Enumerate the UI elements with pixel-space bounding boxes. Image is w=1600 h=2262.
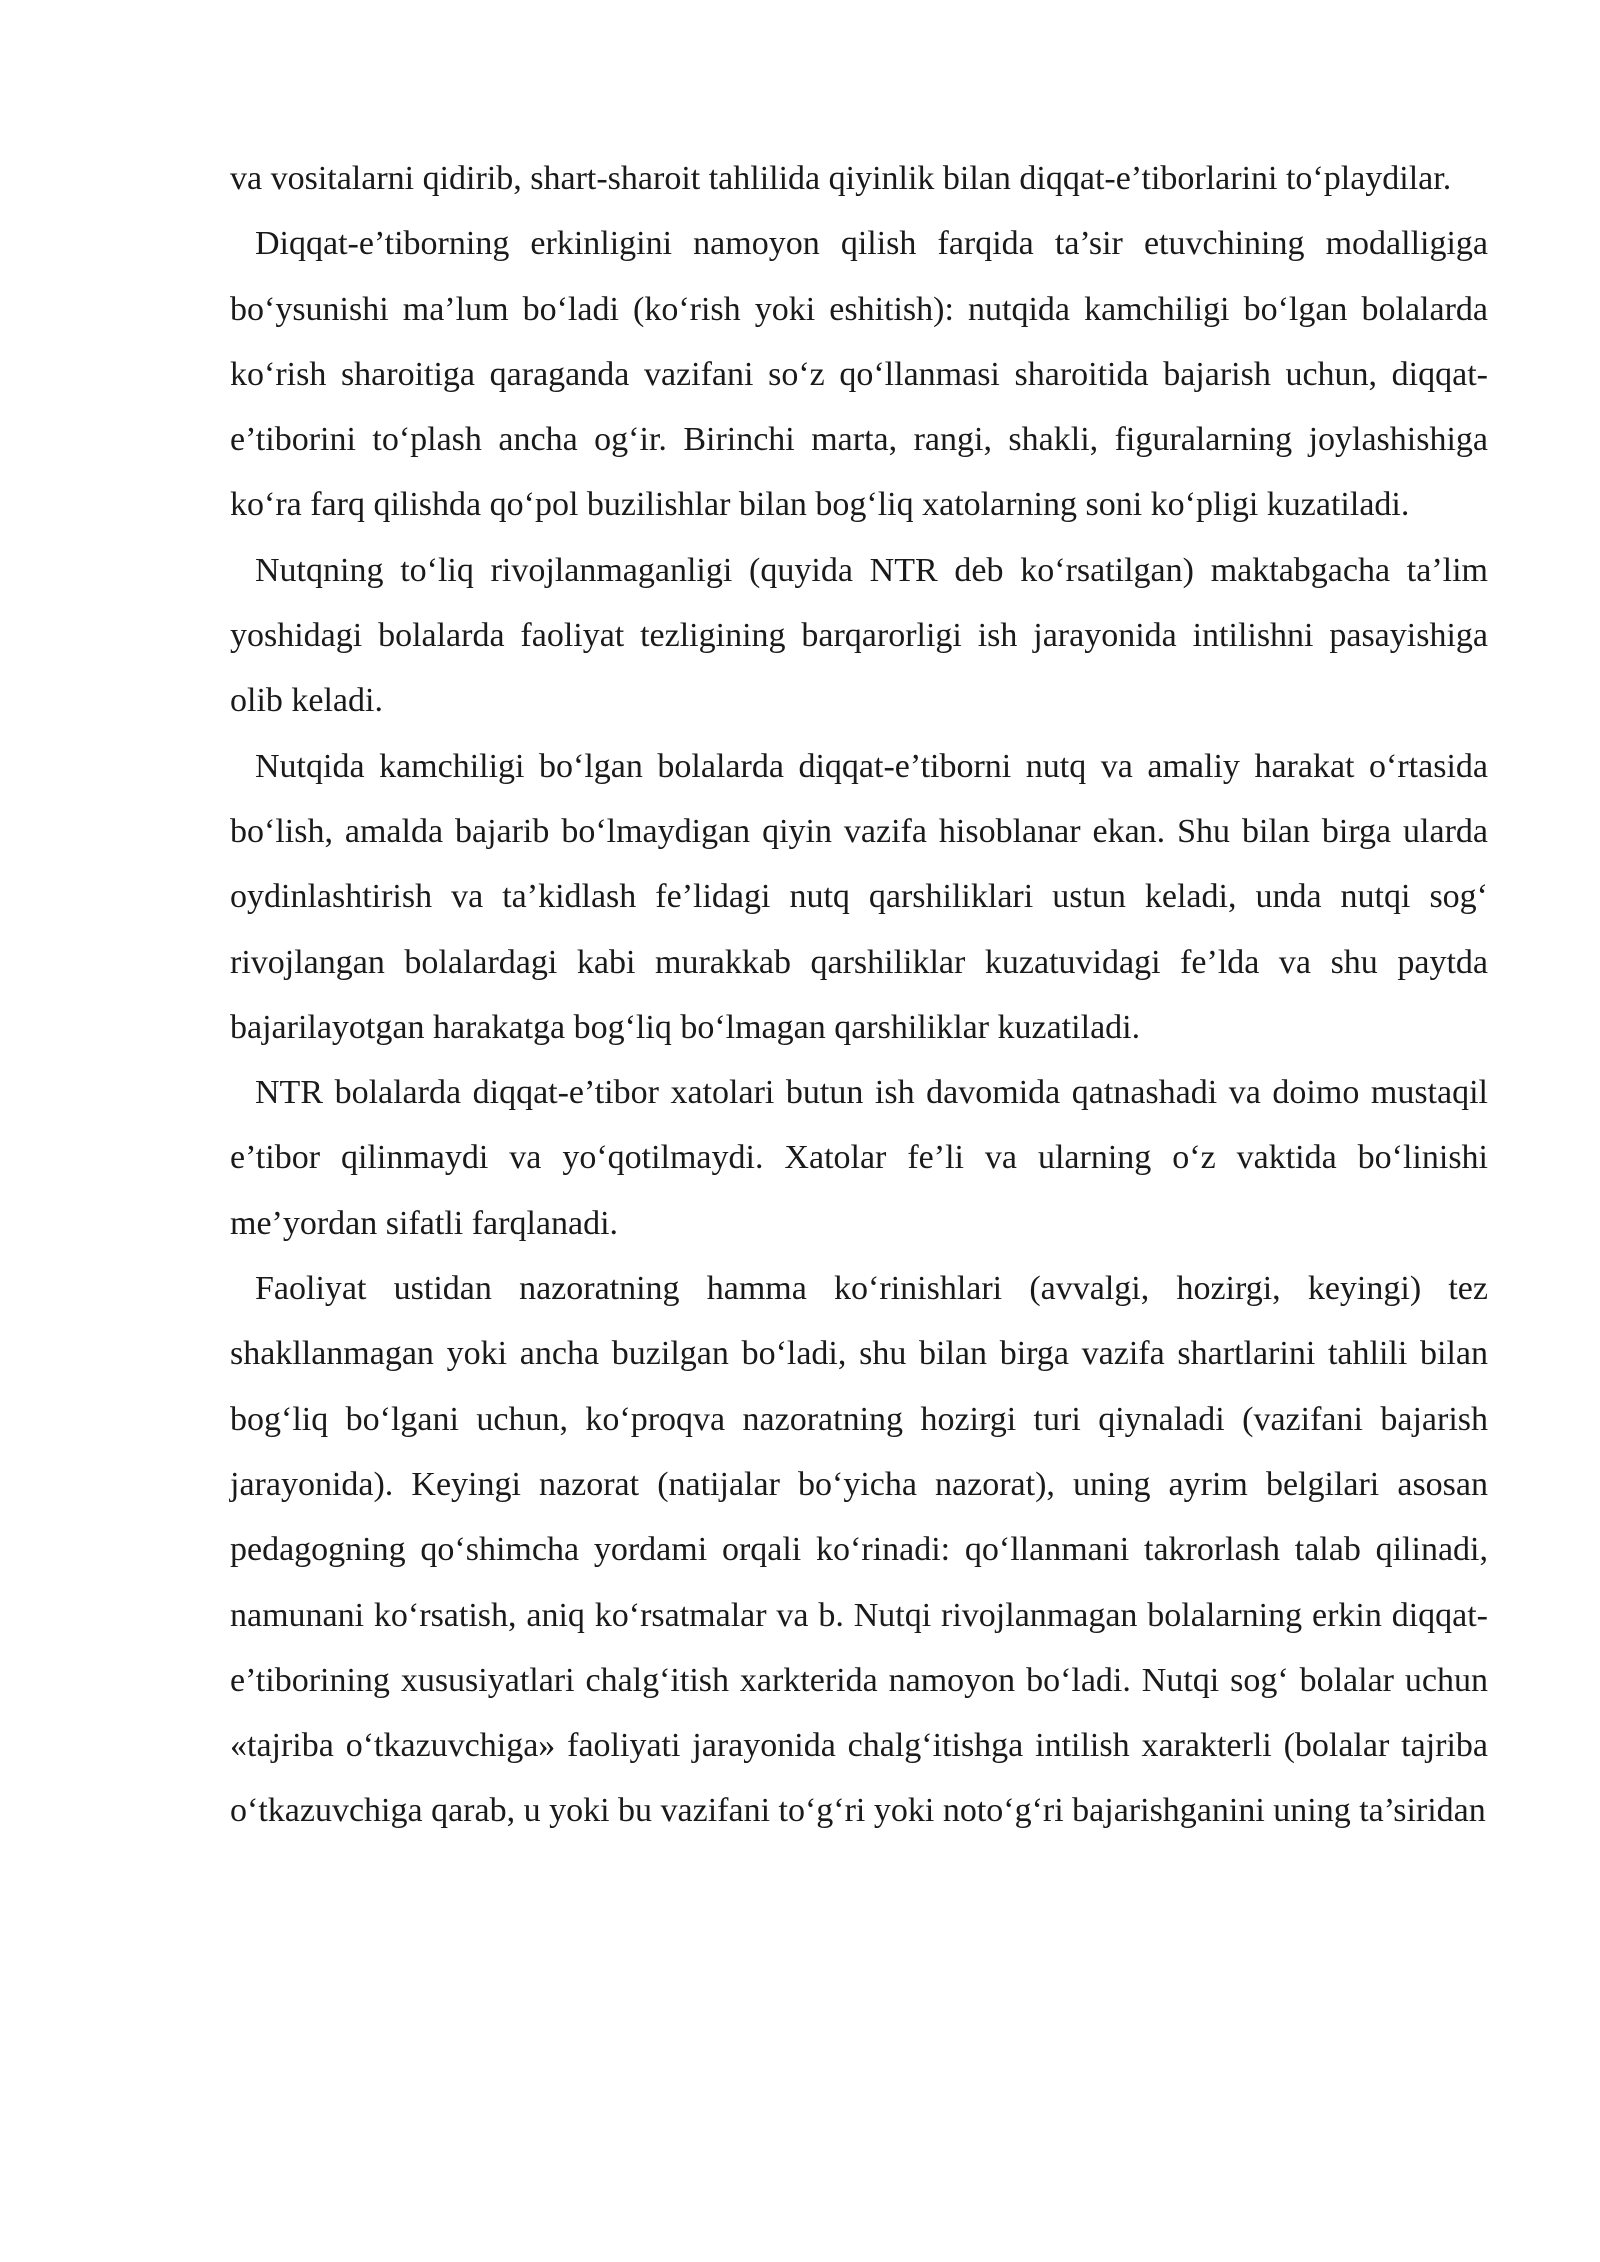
body-text xyxy=(230,146,1488,1844)
paragraph-ntr-definition: Nutqning to‘liq rivojlanmaganligi (quyida NTR deb ko‘rsatilgan) maktabgacha ta’lim yoshidagi bolalarda faoliyat tezligining barqarorligi ish jarayonida intilishni pasayishiga olib keladi. xyxy=(230,551,1488,720)
paragraph-speech-action-division: Nutqida kamchiligi bo‘lgan bolalarda diqqat-e’tiborni nutq va amaliy harakat o‘rtasida bo‘lish, amalda bajarib bo‘lmaydigan qiyin vazifa hisoblanar ekan. Shu bilan birga ularda oydinlashtirish va ta’kidlash fe’lidagi nutq qarshiliklari ustun keladi, unda nutqi sog‘ rivojlangan bolalardagi kabi murakkab qarshiliklar kuzatuvidagi fe’lda va shu paytda bajarilayotgan harakatga bog‘liq bo‘lmagan qarshiliklar kuzatiladi. xyxy=(230,747,1488,1046)
paragraph-attention-modality: Diqqat-e’tiborning erkinligini namoyon qilish farqida ta’sir etuvchining modalligiga bo‘ysunishi ma’lum bo‘ladi (ko‘rish yoki eshitish): nutqida kamchiligi bo‘lgan bolalarda ko‘rish sharoitiga qaraganda vazifani so‘z qo‘llanmasi sharoitida bajarish uchun, diqqat-e’tiborini to‘plash ancha og‘ir. Birinchi marta, rangi, shakli, figuralarning joylashishiga ko‘ra farq qilishda qo‘pol buzilishlar bilan bog‘liq xatolarning soni ko‘pligi kuzatiladi. xyxy=(230,225,1488,524)
paragraph-continued: va vositalarni qidirib, shart-sharoit tahlilida qiyinlik bilan diqqat-e’tiborlarini to‘playdilar. xyxy=(230,160,1452,197)
paragraph-attention-errors: NTR bolalarda diqqat-e’tibor xatolari butun ish davomida qatnashadi va doimo mustaqil e’tibor qilinmaydi va yo‘qotilmaydi. Xatolar fe’li va ularning o‘z vaktida bo‘linishi me’yordan sifatli farqlanadi. xyxy=(230,1074,1488,1242)
paragraph-activity-control: Faoliyat ustidan nazoratning hamma ko‘rinishlari (avvalgi, hozirgi, keyingi) tez shakllanmagan yoki ancha buzilgan bo‘ladi, shu bilan birga vazifa shartlarini tahlili bilan bog‘liq bo‘lgani uchun, ko‘proqva nazoratning hozirgi turi qiynaladi (vazifani bajarish jarayonida). Keyingi nazorat (natijalar bo‘yicha nazorat), uning ayrim belgilari asosan pedagogning qo‘shimcha yordami orqali ko‘rinadi: qo‘llanmani takrorlash talab qilinadi, namunani ko‘rsatish, aniq ko‘rsatmalar va b. Nutqi rivojlanmagan bolalarning erkin diqqat-e’tiborining xususiyatlari chalg‘itish xarkterida namoyon bo‘ladi. Nutqi sog‘ bolalar uchun «tajriba o‘tkazuvchiga» faoliyati jarayonida chalg‘itishga intilish xarakterli (bolalar tajriba o‘tkazuvchiga qarab, u yoki bu vazifani to‘g‘ri yoki noto‘g‘ri bajarishganini uning ta’siridan xyxy=(230,1270,1488,1830)
